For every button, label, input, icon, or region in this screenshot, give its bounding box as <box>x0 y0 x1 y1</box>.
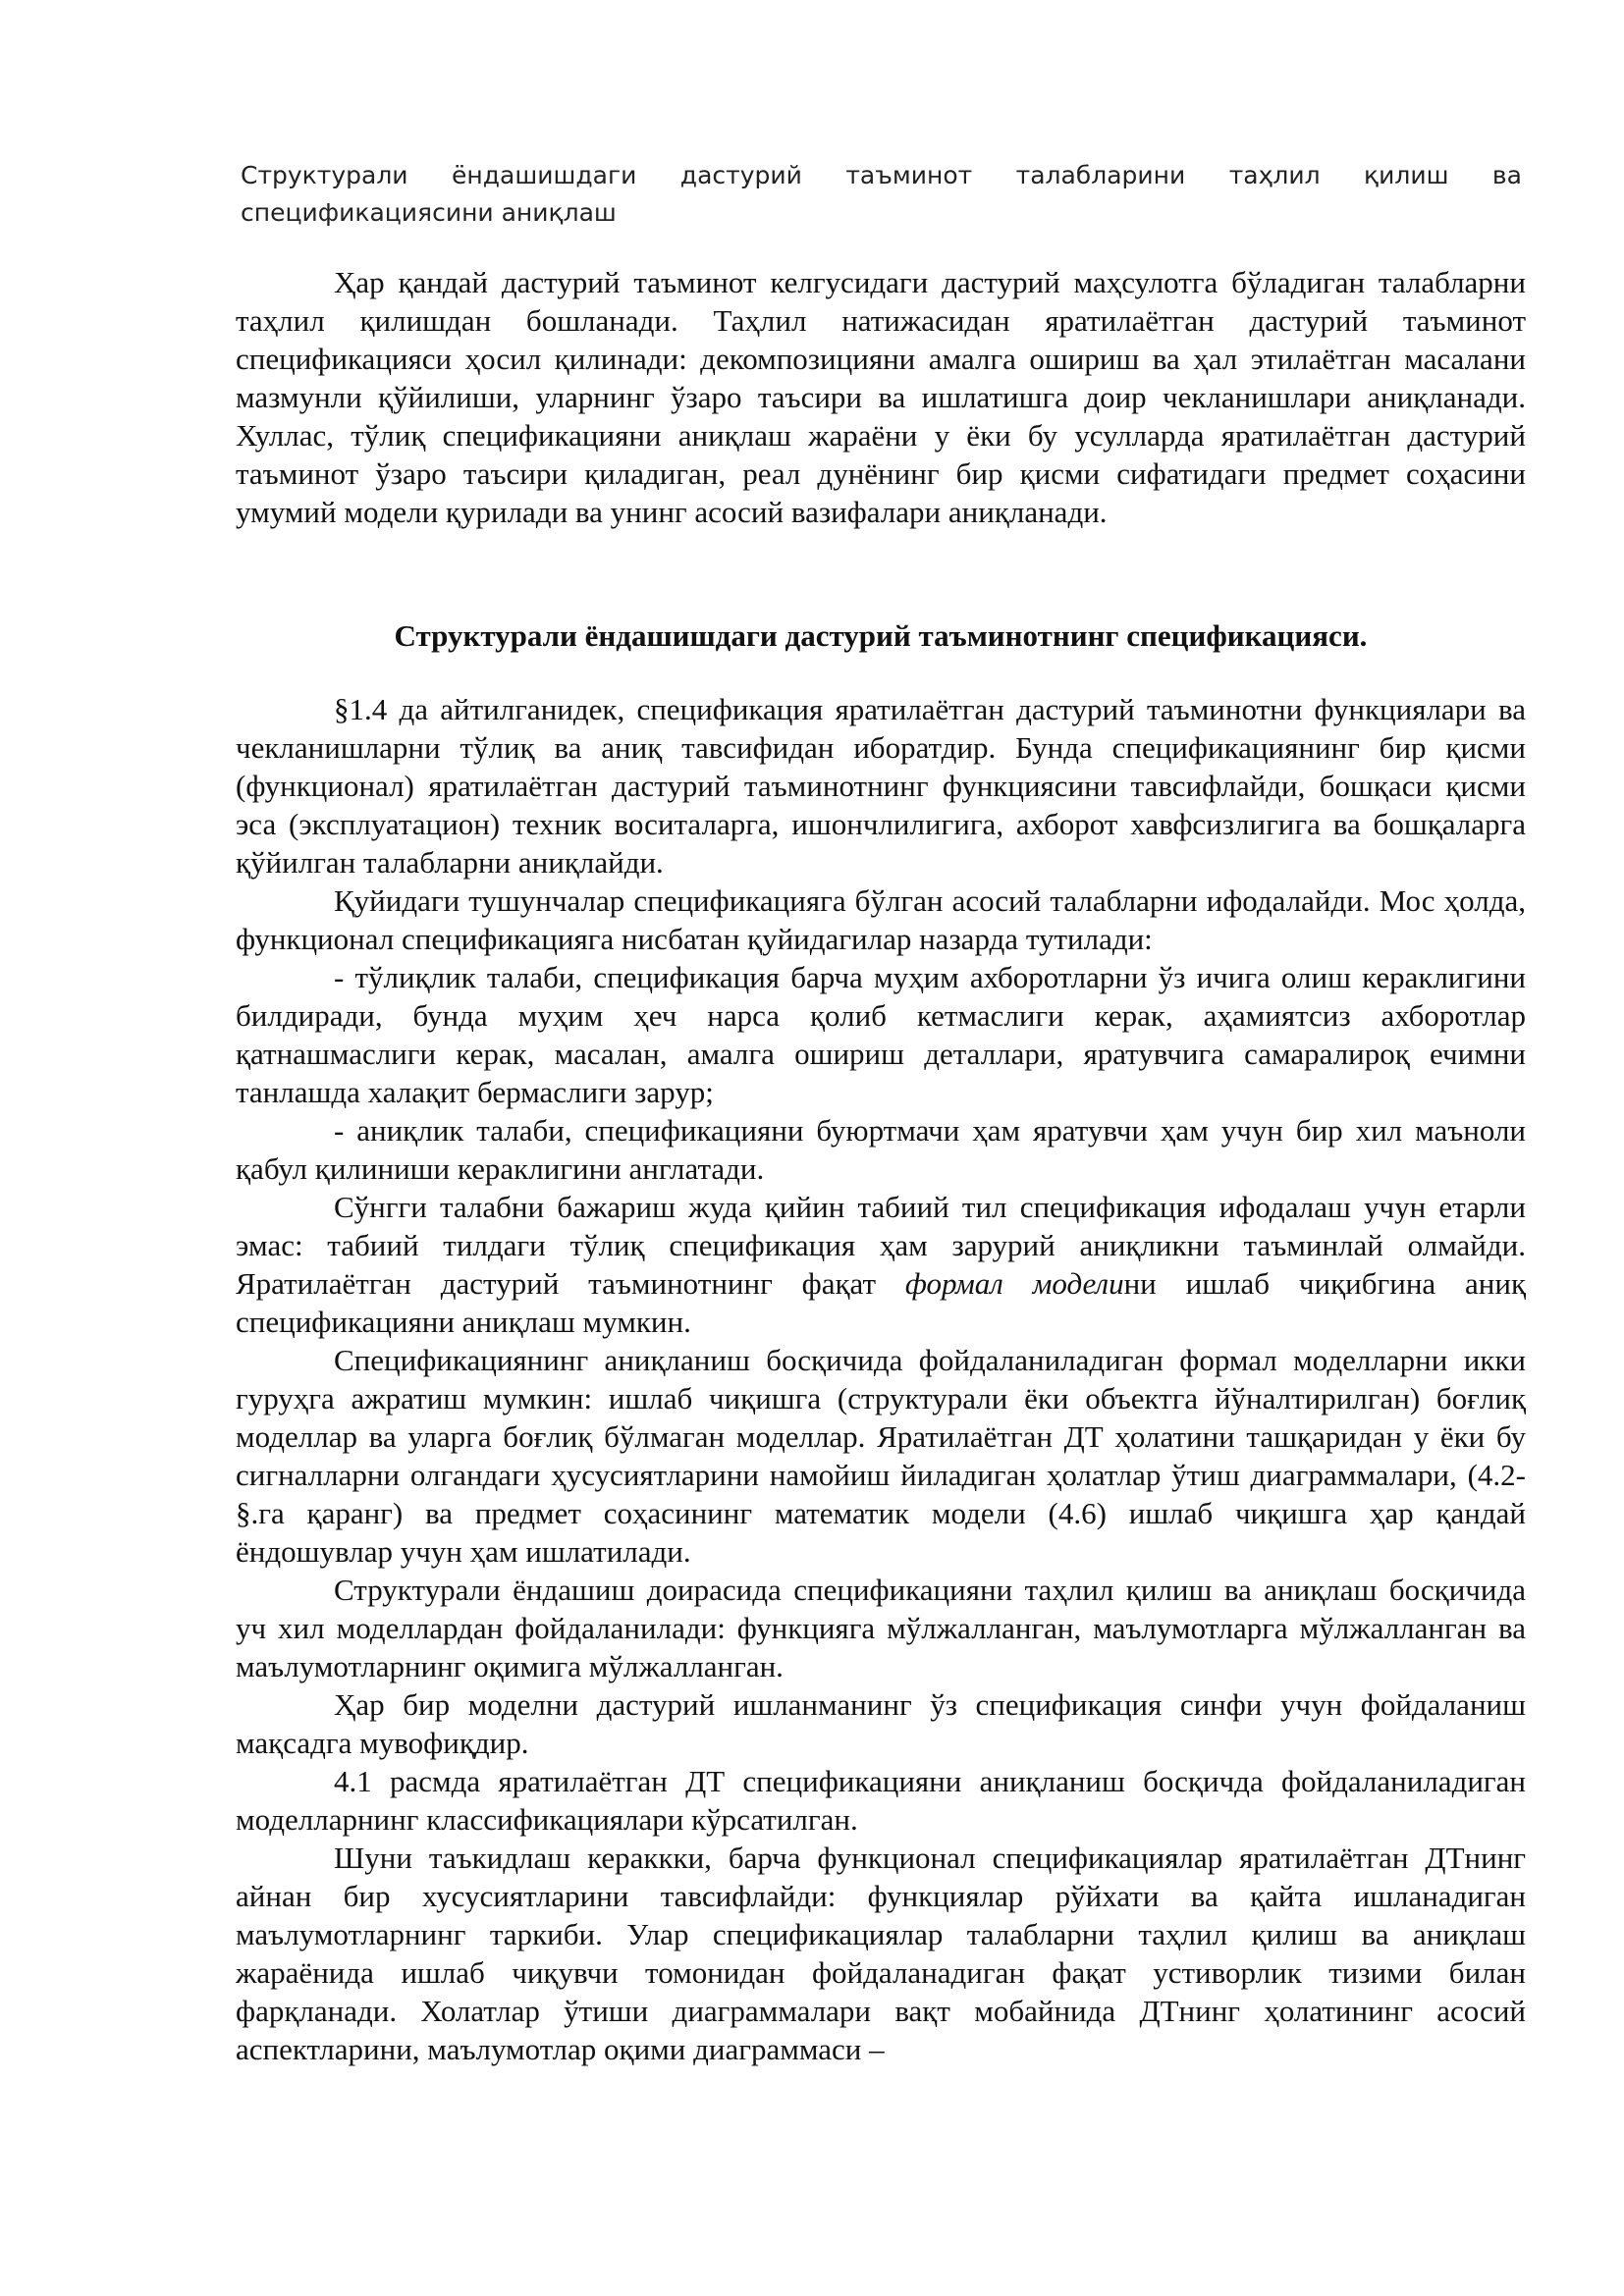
paragraph-7: Структурали ёндашиш доирасида спецификацияни таҳлил қилиш ва аниқлаш босқичида уч хил моделлардан фойдаланилади: функцияга мўлжалланган, маълумотларга мўлжалланган ва маълумотларнинг оқимига мўлжалланган. <box>236 1573 1526 1683</box>
paragraph-5-text-a: Сўнгги талабни бажариш жуда қийин табиий тил спецификация ифодалаш учун етарли эмас: табиий тилдаги тўлиқ спецификация ҳам зарурий аниқликни таъминлай олмайди. Яратилаётган дастурий таъминотнинг фақат <box>236 1190 1526 1301</box>
paragraph-3: - тўлиқлик талаби, спецификация барча муҳим ахборотларни ўз ичига олиш кераклигини билдиради, бунда муҳим ҳеч нарса қолиб кетмаслиги керак, аҳамиятсиз ахборотлар қатнашмаслиги керак, масалан, амалга ошириш деталлари, яратувчига самаралироқ ечимни танлашда халақит бермаслиги зарур; <box>236 960 1526 1109</box>
paragraph-1: §1.4 да айтилганидек, спецификация яратилаётган дастурий таъминотни функциялари ва чекланишларни тўлиқ ва аниқ тавсифидан иборатдир. Бунда спецификациянинг бир қисми (функционал) яратилаётган дастурий таъминотнинг функциясини тавсифлайди, бошқаси қисми эса (эксплуатацион) техник воситаларга, ишончлилигига, ахборот хавфсизлигига ва бошқаларга қўйилган талабларни аниқлайди. <box>236 692 1526 880</box>
paragraph-5 <box>236 1188 1526 1341</box>
section-title: Структурали ёндашишдаги дастурий таъминотнинг спецификацияси. <box>394 618 1368 653</box>
paragraph-5-text-b: ни ишлаб чиқибгина аниқ спецификацияни аниқлаш мумкин. <box>236 1266 1527 1339</box>
paragraph-8: Ҳар бир моделни дастурий ишланманинг ўз спецификация синфи учун фойдаланиш мақсадга мувофиқдир. <box>236 1687 1526 1760</box>
paragraph-6: Спецификациянинг аниқланиш босқичида фойдаланиладиган формал моделларни икки гуруҳга ажратиш мумкин: ишлаб чиқишга (структурали ёки объектга йўналтирилган) боғлиқ моделлар ва уларга боғлиқ бўлмаган моделлар. Яратилаётган ДТ ҳолатини ташқаридан у ёки бу сигналларни олгандаги ҳусусиятларини намойиш йиладиган ҳолатлар ўтиш диаграммалари, (4.2-§.га қаранг) ва предмет соҳасининг математик модели (4.6) ишлаб чиқишга ҳар қандай ёндошувлар учун ҳам ишлатилади. <box>236 1343 1526 1569</box>
intro-paragraph: Ҳар қандай дастурий таъминот келгусидаги дастурий маҳсулотга бўладиган талабларни таҳлил қилишдан бошланади. Таҳлил натижасидан яратилаётган дастурий таъминот спецификацияси ҳосил қилинади: декомпозицияни амалга ошириш ва ҳал этилаётган масалани мазмунли қўйилиши, уларнинг ўзаро таъсири ва ишлатишга доир чекланишлари аниқланади. Хуллас, тўлиқ спецификацияни аниқлаш жараёни у ёки бу усулларда яратилаётган дастурий таъминот ўзаро таъсири қиладиган, реал дунёнинг бир қисми сифатидаги предмет соҳасини умумий модели қурилади ва унинг асосий вазифалари аниқланади. <box>236 265 1526 529</box>
paragraph-9: 4.1 расмда яратилаётган ДТ спецификацияни аниқланиш босқичда фойдаланиладиган моделларнинг классификациялари кўрсатилган. <box>236 1764 1526 1837</box>
document-body <box>236 263 1526 2068</box>
page-header: Структурали ёндашишдаги дастурий таъминот талабларини таҳлил қилиш ва спецификациясини аниқлаш <box>241 161 1522 227</box>
formal-model-term: формал модели <box>904 1266 1124 1301</box>
paragraph-2: Қуйидаги тушунчалар спецификацияга бўлган асосий талабларни ифодалайди. Мос ҳолда, функционал спецификацияга нисбатан қуйидагилар назарда тутилади: <box>236 883 1526 956</box>
paragraph-4: - аниқлик талаби, спецификацияни буюртмачи ҳам яратувчи ҳам учун бир хил маъноли қабул қилиниши кераклигини англатади. <box>236 1113 1526 1186</box>
paragraph-10: Шуни таъкидлаш кераккки, барча функционал спецификациялар яратилаётган ДТнинг айнан бир хусусиятларини тавсифлайди: функциялар рўйхати ва қайта ишланадиган маълумотларнинг таркиби. Улар спецификациялар талабларни таҳлил қилиш ва аниқлаш жараёнида ишлаб чиқувчи томонидан фойдаланадиган фақат устиворлик тизими билан фарқланади. Холатлар ўтиши диаграммалари вақт мобайнида ДТнинг ҳолатининг асосий аспектларини, маълумотлар оқими диаграммаси – <box>236 1841 1526 2066</box>
